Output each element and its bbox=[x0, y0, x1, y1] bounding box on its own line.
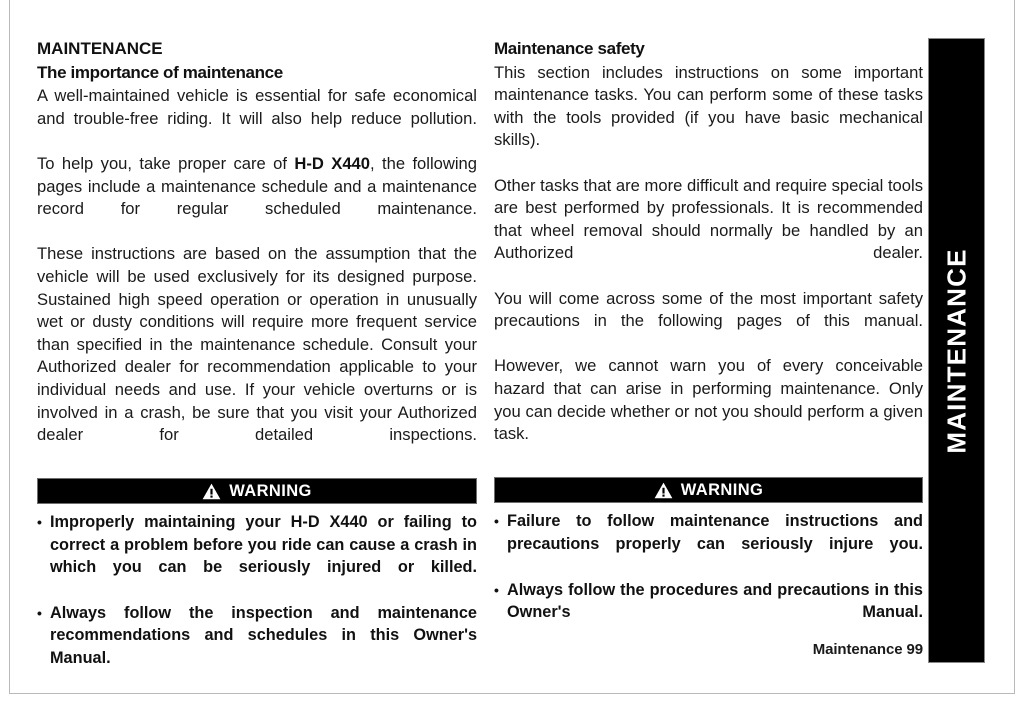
page-footer: Maintenance 99 bbox=[812, 641, 923, 658]
page-title: MAINTENANCE bbox=[37, 39, 163, 58]
right-warning-label: WARNING bbox=[680, 481, 764, 500]
paragraph-run: You will come across some of the most important safety precautions in the following pages of this manual. bbox=[494, 288, 923, 331]
paragraph-left-1 bbox=[37, 85, 477, 153]
warning-bullet-text: • Failure to follow maintenance instructions and precautions properly can seriously injure you. bbox=[507, 512, 923, 553]
list-item bbox=[494, 579, 923, 646]
warning-bullet-text: • Always follow the inspection and maintenance recommendations and schedules in this Owner's Manual. bbox=[50, 603, 477, 667]
left-warning-label: WARNING bbox=[229, 482, 312, 501]
right-warning-header bbox=[494, 477, 923, 503]
paragraph-run: , the following pages include a maintenance schedule and a maintenance record for regular scheduled maintenance. bbox=[37, 154, 478, 219]
paragraph-right-2 bbox=[494, 175, 923, 288]
section-thumb-tab bbox=[928, 38, 985, 663]
warning-triangle-icon bbox=[202, 483, 221, 500]
list-item bbox=[37, 602, 477, 692]
paragraph-right-1 bbox=[494, 62, 923, 175]
paragraph-run: This section includes instructions on some important maintenance tasks. You can perform some of these tasks with the tools provided (if you have basic mechanical skills). bbox=[494, 62, 923, 150]
paragraph-run: A well-maintained vehicle is essential for safe economical and trouble-free riding. It will also help reduce pollution. bbox=[37, 86, 477, 128]
paragraph-run: To help you, take proper care of bbox=[37, 154, 295, 173]
paragraph-left-3 bbox=[37, 243, 477, 469]
paragraph-run: These instructions are based on the assumption that the vehicle will be used exclusively for its designed purpose. Sustained high speed operation or operation in unusually wet or dusty conditions will require more frequent service than specified in the maintenance schedule. Consult your Authorized dealer for recommendation applicable to your individual needs and use. If your vehicle overturns or is involved in a crash, be sure that you visit your Authorized dealer for detailed inspections. bbox=[37, 244, 477, 445]
paragraph-right-3 bbox=[494, 288, 923, 356]
warning-bullet-text: • Improperly maintaining your H-D X440 or failing to correct a problem before you ride can cause a crash in which you can be seriously injured or killed. bbox=[50, 513, 477, 577]
left-warning-block bbox=[37, 478, 477, 691]
list-item bbox=[494, 510, 923, 577]
left-subsection-title: The importance of maintenance bbox=[37, 62, 283, 82]
paragraph-left-2 bbox=[37, 153, 477, 243]
left-warning-list bbox=[37, 511, 477, 691]
section-thumb-tab-label: MAINTENANCE bbox=[941, 247, 971, 454]
list-item bbox=[37, 511, 477, 601]
warning-bullet-text: • Always follow the procedures and precautions in this Owner's Manual. bbox=[507, 580, 923, 621]
right-column bbox=[494, 38, 923, 647]
right-warning-block bbox=[494, 477, 923, 645]
warning-triangle-icon bbox=[654, 482, 673, 499]
paragraph-right-4 bbox=[494, 355, 923, 468]
left-warning-header bbox=[37, 478, 477, 504]
left-column bbox=[37, 38, 477, 693]
right-warning-list bbox=[494, 510, 923, 645]
model-name-emphasis: H-D X440 bbox=[294, 154, 371, 173]
paragraph-run: However, we cannot warn you of every conceivable hazard that can arise in performing maintenance. Only you can decide whether or not you should perform a given task. bbox=[494, 356, 923, 444]
paragraph-run: Other tasks that are more difficult and require special tools are best performed by professionals. It is recommended that wheel removal should normally be handled by an Authorized dealer. bbox=[494, 175, 923, 263]
right-subsection-title: Maintenance safety bbox=[494, 39, 645, 58]
